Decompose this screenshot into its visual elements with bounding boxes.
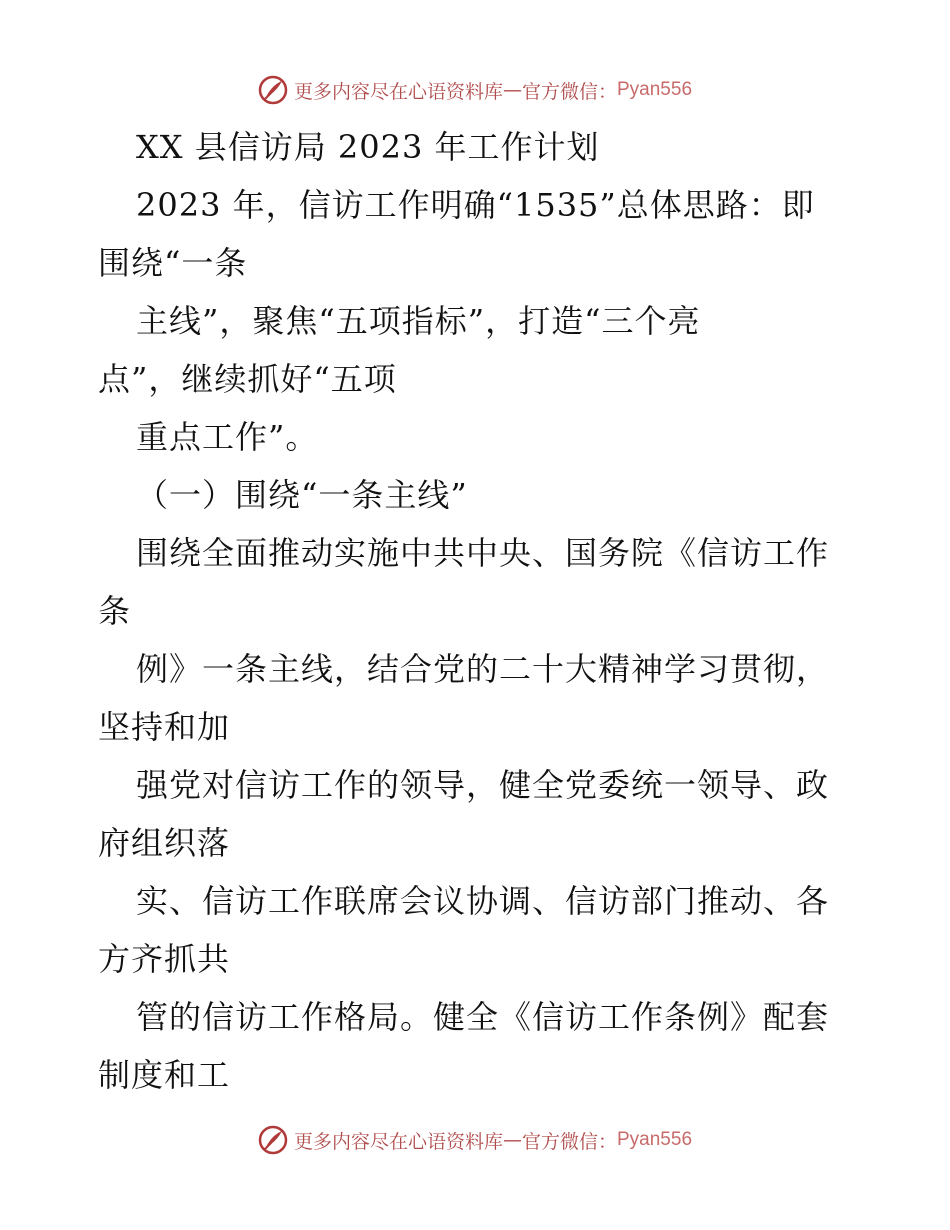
watermark-dash: — xyxy=(502,1129,522,1151)
paragraph-line: 府组织落 xyxy=(98,824,231,862)
paragraph-line: 强党对信访工作的领导，健全党委统一领导、政 xyxy=(136,766,830,804)
paragraph-line: 例》一条主线，结合党的二十大精神学习贯彻， xyxy=(136,650,830,688)
watermark-wechat-label: 官方微信： xyxy=(521,1130,617,1153)
paragraph-line: 管的信访工作格局。健全《信访工作条例》配套 xyxy=(136,998,830,1036)
paragraph-line: 方齐抓共 xyxy=(98,940,231,978)
paragraph-line: 围绕全面推动实施中共中央、国务院《信访工作 xyxy=(136,534,830,572)
paragraph-line: 重点工作”。 xyxy=(136,418,319,456)
document-title: XX 县信访局 2023 年工作计划 xyxy=(136,128,600,166)
paragraph-line: 条 xyxy=(98,592,132,630)
paragraph-line: 坚持和加 xyxy=(98,708,231,746)
watermark-dash: — xyxy=(502,79,522,101)
section-heading: （一）围绕“一条主线” xyxy=(136,476,468,514)
paragraph-line: 2023 年，信访工作明确“1535”总体思路：即 xyxy=(136,186,815,224)
watermark-wechat-label: 官方微信： xyxy=(521,80,617,103)
paragraph-line: 制度和工 xyxy=(98,1056,231,1094)
watermark-wechat-id: Pyan556 xyxy=(617,79,693,100)
watermark-wechat-id: Pyan556 xyxy=(617,1129,693,1150)
paragraph-line: 实、信访工作联席会议协调、信访部门推动、各 xyxy=(136,882,830,920)
paragraph-line: 点”，继续抓好“五项 xyxy=(98,360,397,398)
paragraph-line: 围绕“一条 xyxy=(98,244,248,282)
paragraph-line: 主线”，聚焦“五项指标”，打造“三个亮 xyxy=(136,302,701,340)
quill-logo-icon xyxy=(258,1125,288,1155)
watermark-site-text: 更多内容尽在心语资料库 xyxy=(293,80,503,103)
footer-watermark xyxy=(0,1120,950,1160)
watermark-site-text: 更多内容尽在心语资料库 xyxy=(293,1130,503,1153)
